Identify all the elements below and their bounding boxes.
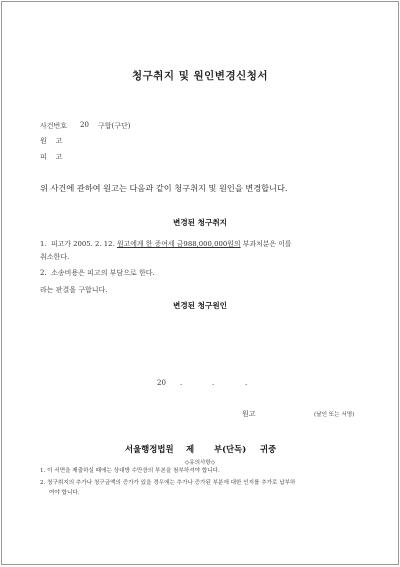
cause-heading: 변경된 청구원인: [173, 301, 227, 310]
notice-item-1: 1. 이 서면을 제출하실 때에는 상대방 수만큼의 부본을 첨부하셔야 합니다.: [40, 468, 220, 474]
case-number-year: 20: [80, 121, 89, 129]
signer-label: 원고: [242, 410, 256, 418]
court-division-suffix: 부(단독): [214, 444, 247, 454]
court-division-prefix: 제: [186, 444, 195, 454]
plaintiff-label: 원 고: [40, 137, 63, 145]
claim-item-1-continued: 취소한다.: [40, 253, 70, 261]
claim-1-underlined: 원고에게 한 증여세 금988,000,000원의: [116, 240, 241, 248]
date-dot-3: .: [245, 379, 248, 387]
defendant-label: 피 고: [40, 153, 63, 161]
claim-heading: 변경된 청구취지: [173, 218, 227, 227]
notice-item-2-line-1: 2. 청구취지의 추가나 청구금액의 증가가 있을 경우에는 추가나 증가된 부분에 대한 인지를 추가로 납부하: [40, 480, 296, 486]
notice-heading: ◇유의사항◇: [184, 460, 216, 466]
seal-note: (날인 또는 서명): [314, 412, 355, 418]
date-dot-2: .: [212, 379, 215, 387]
claim-item-2: 2. 소송비용은 피고의 부담으로 한다.: [40, 269, 155, 277]
claim-closing: 라는 판결을 구합니다.: [40, 286, 108, 294]
court-suffix: 귀중: [260, 444, 277, 454]
case-number-type: 구합(구단): [98, 122, 131, 130]
claim-1-suffix: 부과처분은 이를: [240, 240, 292, 248]
notice-item-2-line-2: 여야 합니다.: [49, 490, 80, 496]
court-name: 서울행정법원: [125, 444, 174, 454]
claim-item-1: [40, 238, 292, 248]
case-number-label: 사건번호: [40, 122, 68, 130]
document-title: 청구취지 및 원인변경신청서: [131, 70, 269, 82]
document-page: [1, 1, 399, 565]
intro-statement: 위 사건에 관하여 원고는 다음과 같이 청구취지 및 원인을 변경합니다.: [40, 183, 288, 193]
date-dot-1: .: [180, 379, 183, 387]
date-year: 20: [157, 379, 166, 387]
claim-1-prefix: 1. 피고가 2005. 2. 12.: [40, 240, 117, 248]
